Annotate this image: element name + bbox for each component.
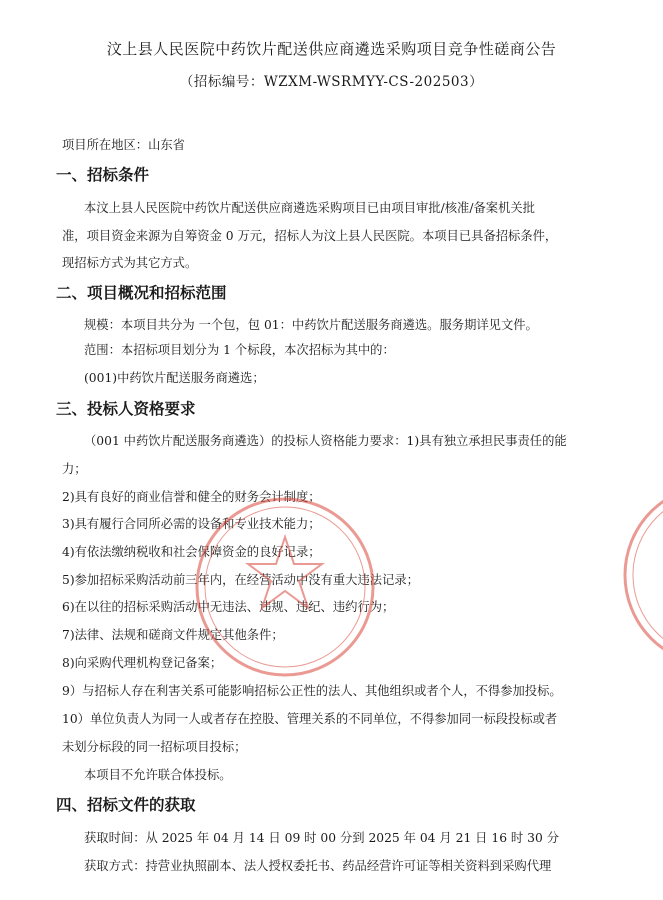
section-1-line-2: 准，项目资金来源为自筹资金 0 万元，招标人为汶上县人民医院。本项目已具备招标条件， xyxy=(62,229,558,243)
document-subtitle: （招标编号：WZXM-WSRMYY-CS-202503） xyxy=(179,74,484,90)
section-3-line-5: 4)有依法缴纳税收和社会保障资金的良好记录； xyxy=(62,545,321,559)
section-3-line-3: 2)具有良好的商业信誉和健全的财务会计制度； xyxy=(62,490,321,504)
section-3-line-7: 6)在以往的招标采购活动中无违法、违规、违纪、违约行为； xyxy=(62,600,395,614)
section-2-line-1: 规模：本项目共分为 一个包，包 01：中药饮片配送服务商遴选。服务期详见文件。 xyxy=(84,318,538,332)
section-3-line-9: 8)向采购代理机构登记备案； xyxy=(62,656,223,670)
section-3-line-13: 本项目不允许联合体投标。 xyxy=(84,768,232,782)
section-3-line-2: 力； xyxy=(62,462,87,476)
section-2-line-3: (001)中药饮片配送服务商遴选； xyxy=(84,371,265,385)
section-heading-obtain-documents: 四、招标文件的获取 xyxy=(56,795,196,814)
section-1-line-3: 现招标方式为其它方式。 xyxy=(62,256,198,270)
document-title: 汶上县人民医院中药饮片配送供应商遴选采购项目竞争性磋商公告 xyxy=(106,40,557,58)
section-3-line-8: 7)法律、法规和磋商文件规定其他条件； xyxy=(62,628,284,642)
section-heading-bidder-qualifications: 三、投标人资格要求 xyxy=(56,399,196,418)
section-3-line-4: 3)具有履行合同所必需的设备和专业技术能力； xyxy=(62,517,321,531)
section-heading-bidding-conditions: 一、招标条件 xyxy=(56,165,150,184)
section-3-line-11: 10）单位负责人为同一人或者存在控股、管理关系的不同单位，不得参加同一标段投标或者 xyxy=(62,712,558,726)
section-3-line-12: 未划分标段的同一招标项目投标； xyxy=(62,740,247,754)
section-3-line-10: 9）与招标人存在利害关系可能影响招标公正性的法人、其他组织或者个人，不得参加投标。 xyxy=(62,684,562,698)
section-3-line-6: 5)参加招标采购活动前三年内，在经营活动中没有重大违法记录； xyxy=(62,573,419,587)
section-heading-project-overview: 二、项目概况和招标范围 xyxy=(56,283,227,302)
section-2-line-2: 范围：本招标项目划分为 1 个标段，本次招标为其中的： xyxy=(84,343,395,357)
section-3-line-1: （001 中药饮片配送服务商遴选）的投标人资格能力要求：1)具有独立承担民事责任的能 xyxy=(84,434,567,448)
section-4-line-2: 获取方式：持营业执照副本、法人授权委托书、药品经营许可证等相关资料到采购代理 xyxy=(84,859,552,873)
section-1-line-1: 本汶上县人民医院中药饮片配送供应商遴选采购项目已由项目审批/核准/备案机关批 xyxy=(84,201,535,215)
project-location: 项目所在地区：山东省 xyxy=(62,138,185,152)
section-4-line-1: 获取时间：从 2025 年 04 月 14 日 09 时 00 分到 2025 年 04 月 21 日 16 时 30 分 xyxy=(84,831,559,845)
